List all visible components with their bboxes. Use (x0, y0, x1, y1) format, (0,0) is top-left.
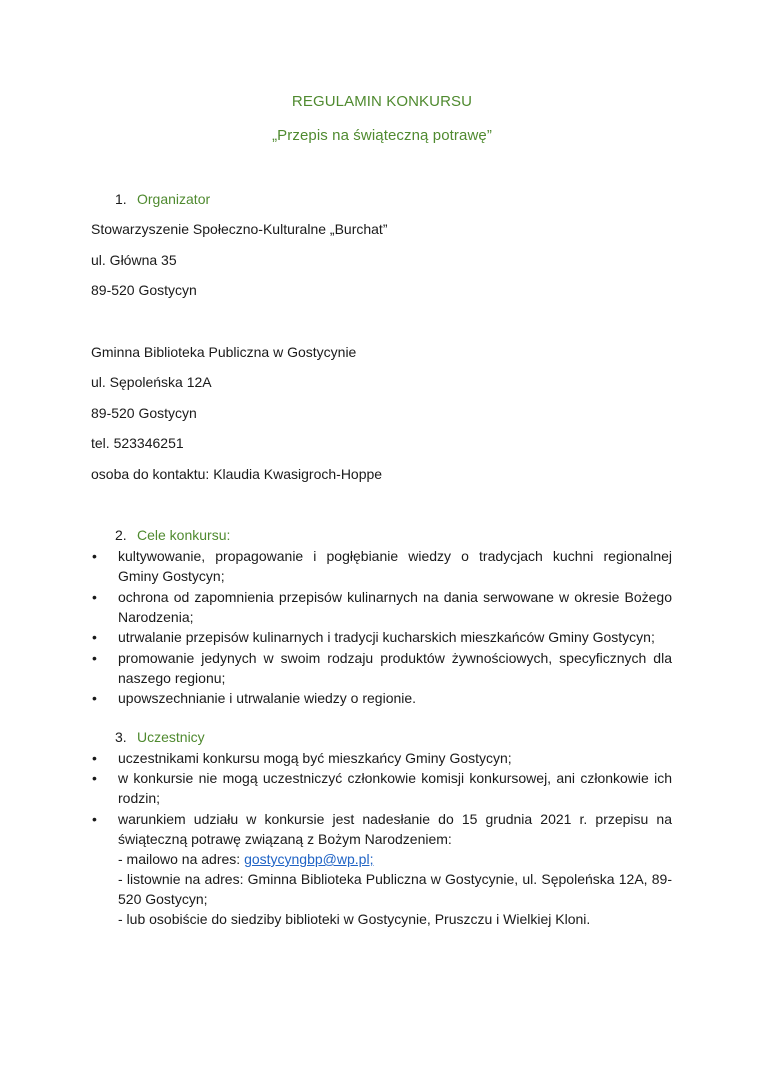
section-title: Cele konkursu: (137, 527, 231, 543)
bullet-icon: • (92, 548, 97, 564)
bullet-icon: • (92, 811, 97, 827)
bullet-icon: • (92, 770, 97, 786)
post-line: - listownie na adres: Gminna Biblioteka Publiczna w Gostycynie, ul. Sępoleńska 12A, 89- (118, 871, 672, 887)
list-item: • uczestnikami konkursu mogą być mieszkańcy Gminy Gostycyn; (92, 750, 512, 766)
document-subtitle: „Przepis na świąteczną potrawę” (272, 127, 492, 144)
bullet-icon: • (92, 750, 97, 766)
section-number: 2. (115, 527, 127, 543)
library-name: Gminna Biblioteka Publiczna w Gostycynie (91, 344, 357, 360)
section-heading-participants (115, 729, 205, 745)
list-item: • w konkursie nie mogą uczestniczyć członkowie komisji konkursowej, ani członkowie ich rodzin; (92, 770, 672, 806)
library-city: 89-520 Gostycyn (91, 405, 197, 421)
library-phone: tel. 523346251 (91, 435, 184, 451)
contact-person: osoba do kontaktu: Klaudia Kwasigroch-Hoppe (91, 466, 383, 482)
list-item: • warunkiem udziału w konkursie jest nadesłanie do 15 grudnia 2021 r. przepisu na świąteczną potrawę związaną z Bożym Narodzeniem: - mailowo na adres: gostycyngbp@wp.pl; - listownie na adres: Gminna Biblioteka Publiczna w Gostycynie, ul. Sępoleńska 12A, 89- 520 Gostycyn; - lub osobiście do siedziby biblioteki w Gostycynie, Pruszczu i Wielkiej Kloni. (92, 811, 672, 927)
list-item: • upowszechnianie i utrwalanie wiedzy o regionie. (92, 690, 417, 706)
list-item: • promowanie jedynych w swoim rodzaju produktów żywnościowych, specyficznych dla naszego regionu; (92, 650, 672, 686)
organizer-street: ul. Główna 35 (91, 252, 177, 268)
section-heading-organizer (115, 191, 210, 207)
section-title: Organizator (137, 191, 211, 207)
document-title: REGULAMIN KONKURSU (291, 93, 473, 110)
section-number: 3. (115, 729, 127, 745)
organizer-city: 89-520 Gostycyn (91, 282, 197, 298)
bullet-icon: • (92, 650, 97, 666)
library-street: ul. Sępoleńska 12A (91, 374, 212, 390)
bullet-icon: • (92, 589, 97, 605)
bullet-icon: • (92, 629, 97, 645)
bullet-icon: • (92, 690, 97, 706)
mail-line: - mailowo na adres: gostycyngbp@wp.pl; (118, 851, 374, 867)
list-item: • ochrona od zapomnienia przepisów kulinarnych na dania serwowane w okresie Bożego Narodzenia; (92, 589, 672, 625)
section-heading-goals (115, 527, 230, 543)
section-title: Uczestnicy (137, 729, 205, 745)
post-line-continued: 520 Gostycyn; (118, 891, 208, 907)
list-item: • utrwalanie przepisów kulinarnych i tradycji kucharskich mieszkańców Gminy Gostycyn; (92, 629, 655, 645)
email-link[interactable]: gostycyngbp@wp.pl; (244, 851, 374, 867)
organizer-name: Stowarzyszenie Społeczno-Kulturalne „Burchat” (91, 221, 388, 237)
list-item: • kultywowanie, propagowanie i pogłębianie wiedzy o tradycjach kuchni regionalnej Gminy Gostycyn; (92, 548, 672, 584)
personal-line: - lub osobiście do siedziby biblioteki w Gostycynie, Pruszczu i Wielkiej Kloni. (118, 911, 591, 927)
section-number: 1. (115, 191, 127, 207)
